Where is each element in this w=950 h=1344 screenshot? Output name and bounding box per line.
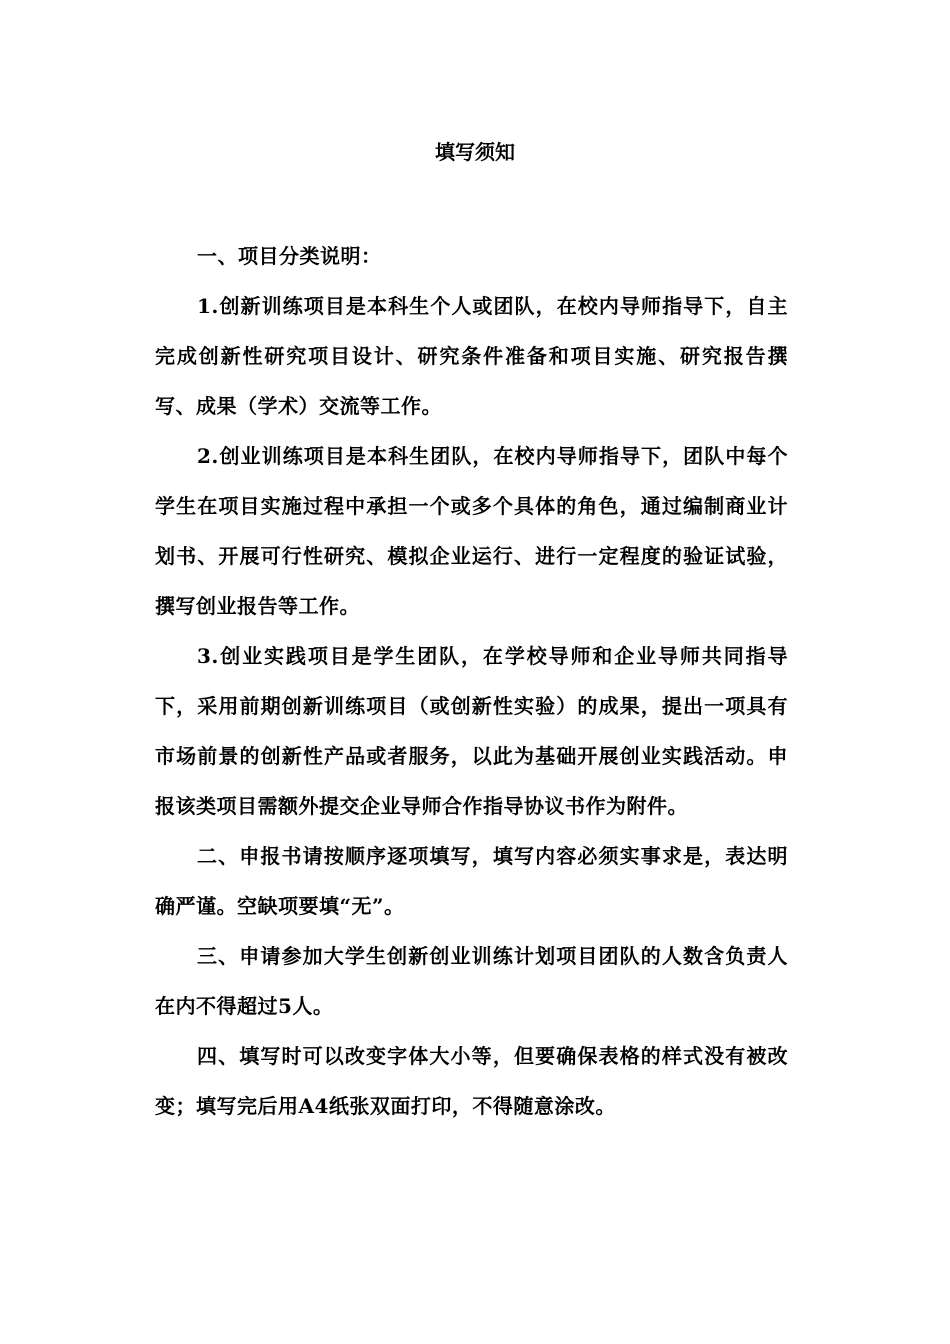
paragraph-innovation-training: 1.创新训练项目是本科生个人或团队，在校内导师指导下，自主完成创新性研究项目设计、研究条件准备和项目实施、研究报告撰写、成果（学术）交流等工作。 (155, 294, 788, 418)
paragraph-team-size: 三、申请参加大学生创新创业训练计划项目团队的人数含负责人在内不得超过5人。 (155, 944, 788, 1018)
paragraph-printing: 四、填写时可以改变字体大小等，但要确保表格的样式没有被改变；填写完后用A4纸张双面打印，不得随意涂改。 (155, 1044, 788, 1118)
paragraph-fill-in-order: 二、申报书请按顺序逐项填写，填写内容必须实事求是，表达明确严谨。空缺项要填“无”。 (155, 844, 788, 918)
instructions-body (155, 231, 788, 1131)
paragraph-entrepreneurship-practice: 3.创业实践项目是学生团队，在学校导师和企业导师共同指导下，采用前期创新训练项目（或创新性实验）的成果，提出一项具有市场前景的创新性产品或者服务，以此为基础开展创业实践活动。申报该类项目需额外提交企业导师合作指导协议书作为附件。 (155, 644, 788, 818)
page-title: 填写须知 (435, 140, 515, 164)
paragraph-entrepreneurship-training: 2.创业训练项目是本科生团队，在校内导师指导下，团队中每个学生在项目实施过程中承担一个或多个具体的角色，通过编制商业计划书、开展可行性研究、模拟企业运行、进行一定程度的验证试验，撰写创业报告等工作。 (155, 444, 788, 618)
section-heading-project-categories: 一、项目分类说明： (197, 244, 382, 268)
